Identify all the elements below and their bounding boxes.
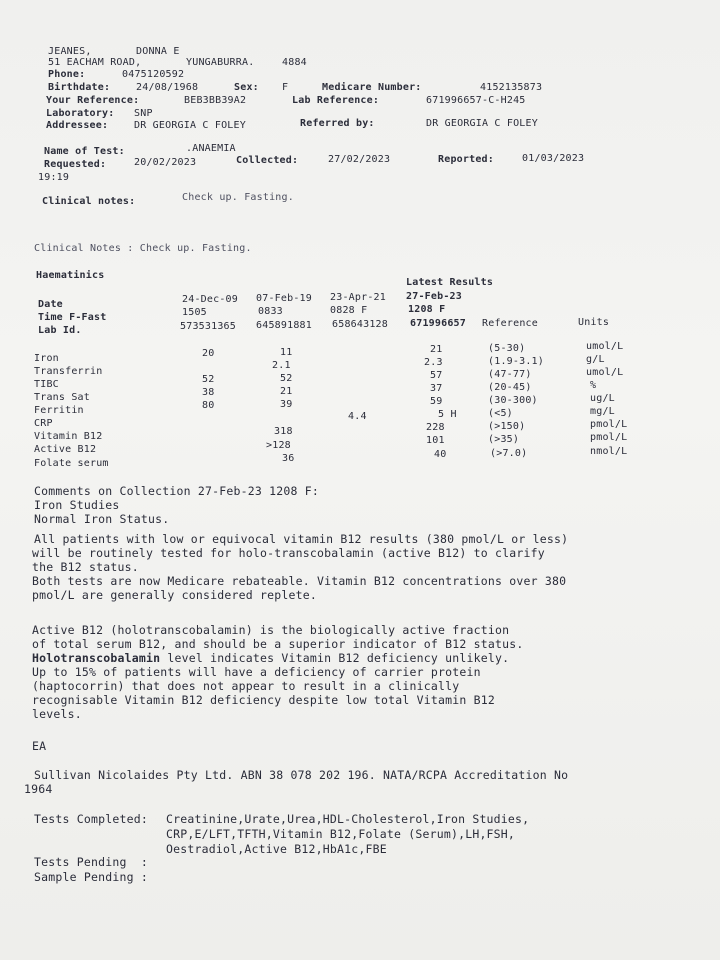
tibc-latest: 57 xyxy=(430,370,443,381)
patient-street: 51 EACHAM ROAD, xyxy=(48,57,142,68)
tibc-2009: 52 xyxy=(202,374,215,385)
your-reference-value: BEB3BB39A2 xyxy=(184,95,247,106)
units-header: Units xyxy=(578,317,610,328)
iron-2009: 20 xyxy=(202,348,215,359)
test-name-active-b12: Active B12 xyxy=(34,444,97,455)
accreditation-number: 1964 xyxy=(24,782,53,796)
phone-value: 0475120592 xyxy=(122,69,185,80)
tibc-reference: (47-77) xyxy=(488,369,532,380)
iron-unit: umol/L xyxy=(586,341,624,352)
iron-latest: 21 xyxy=(430,344,443,355)
sample-pending-label: Sample Pending : xyxy=(34,870,148,884)
iron-2019: 11 xyxy=(280,347,293,358)
ferritin-2019: 39 xyxy=(280,399,293,410)
b12-comment-line: All patients with low or equivocal vitamin B12 results (380 pmol/L or less) xyxy=(34,532,569,546)
iron-status-comment: Normal Iron Status. xyxy=(34,512,170,526)
b12-comment-line: Both tests are now Medicare rebateable. Vitamin B12 concentrations over 380 xyxy=(32,574,567,588)
tests-completed-line: Oestradiol,Active B12,HbA1c,FBE xyxy=(166,842,387,856)
tests-pending-label: Tests Pending : xyxy=(34,855,148,869)
author-initials: EA xyxy=(32,739,47,753)
lab-reference-label: Lab Reference: xyxy=(292,95,380,106)
vitamin-b12-2019: 318 xyxy=(274,426,293,437)
lab-id-row-label: Lab Id. xyxy=(38,325,82,336)
referred-by-value: DR GEORGIA C FOLEY xyxy=(426,118,538,129)
reference-header: Reference xyxy=(482,318,538,329)
col1-time: 1505 xyxy=(182,307,207,318)
iron-reference: (5-30) xyxy=(488,343,526,354)
clinical-notes-line: Clinical Notes : Check up. Fasting. xyxy=(34,243,252,254)
test-name-label: Name of Test: xyxy=(44,146,125,157)
folate-latest: 40 xyxy=(434,449,447,460)
medicare-value: 4152135873 xyxy=(480,82,543,93)
trans-sat-reference: (20-45) xyxy=(488,382,532,393)
col3-time: 0828 F xyxy=(330,305,368,316)
active-b12-comment-line: (haptocorrin) that does not appear to result in a clinically xyxy=(32,679,460,693)
comments-header: Comments on Collection 27-Feb-23 1208 F: xyxy=(34,484,319,498)
your-reference-label: Your Reference: xyxy=(46,95,140,106)
collected-label: Collected: xyxy=(236,155,299,166)
sex-label: Sex: xyxy=(234,82,259,93)
active-b12-latest: 101 xyxy=(426,435,445,446)
col3-lab-id: 658643128 xyxy=(332,319,388,330)
patient-suburb: YUNGABURRA. xyxy=(186,57,255,68)
ferritin-2009: 80 xyxy=(202,400,215,411)
clinical-notes-value: Check up. Fasting. xyxy=(182,192,294,203)
col4-lab-id: 671996657 xyxy=(410,318,466,329)
test-name-crp: CRP xyxy=(34,418,53,429)
test-name-transferrin: Transferrin xyxy=(34,366,103,377)
section-title: Haematinics xyxy=(36,270,105,281)
folate-reference: (>7.0) xyxy=(490,448,528,459)
trans-sat-2009: 38 xyxy=(202,387,215,398)
tests-completed-line: CRP,E/LFT,TFTH,Vitamin B12,Folate (Serum),LH,FSH, xyxy=(166,827,516,841)
col4-time: 1208 F xyxy=(408,304,446,315)
trans-sat-unit: % xyxy=(590,380,597,391)
active-b12-comment-line: Up to 15% of patients will have a deficiency of carrier protein xyxy=(32,665,481,679)
vitamin-b12-unit: pmol/L xyxy=(590,419,628,430)
active-b12-comment-line: levels. xyxy=(32,707,82,721)
referred-by-label: Referred by: xyxy=(300,118,375,129)
vitamin-b12-latest: 228 xyxy=(426,422,445,433)
col3-date: 23-Apr-21 xyxy=(330,292,386,303)
transferrin-2019: 2.1 xyxy=(272,360,291,371)
holotranscobalamin-bold: Holotranscobalamin xyxy=(32,651,161,665)
phone-label: Phone: xyxy=(48,69,86,80)
col1-date: 24-Dec-09 xyxy=(182,294,238,305)
vitamin-b12-reference: (>150) xyxy=(488,421,526,432)
birthdate-value: 24/08/1968 xyxy=(136,82,199,93)
reported-time: 19:19 xyxy=(38,172,70,183)
test-name-iron: Iron xyxy=(34,353,59,364)
ferritin-latest: 59 xyxy=(430,396,443,407)
test-name-trans-sat: Trans Sat xyxy=(34,392,90,403)
active-b12-unit: pmol/L xyxy=(590,432,628,443)
laboratory-value: SNP xyxy=(134,108,153,119)
col2-lab-id: 645891881 xyxy=(256,320,312,331)
sex-value: F xyxy=(282,82,289,93)
tests-completed-label: Tests Completed: xyxy=(34,812,148,826)
latest-results-label: Latest Results xyxy=(406,277,494,288)
medicare-label: Medicare Number: xyxy=(322,82,422,93)
time-row-label: Time F-Fast xyxy=(38,312,107,323)
crp-2021: 4.4 xyxy=(348,411,367,422)
laboratory-label: Laboratory: xyxy=(46,108,115,119)
ferritin-unit: ug/L xyxy=(590,393,615,404)
active-b12-interpretation xyxy=(32,652,509,665)
patient-given-name: DONNA E xyxy=(136,46,180,57)
tibc-2019: 52 xyxy=(280,373,293,384)
transferrin-unit: g/L xyxy=(586,354,605,365)
col2-date: 07-Feb-19 xyxy=(256,293,312,304)
test-name-value: .ANAEMIA xyxy=(186,143,236,154)
transferrin-latest: 2.3 xyxy=(424,357,443,368)
collected-date: 27/02/2023 xyxy=(328,154,391,165)
patient-postcode: 4884 xyxy=(282,57,307,68)
reported-date: 01/03/2023 xyxy=(522,153,585,164)
folate-2019: 36 xyxy=(282,453,295,464)
patient-surname: JEANES, xyxy=(48,46,92,57)
test-name-ferritin: Ferritin xyxy=(34,405,84,416)
trans-sat-2019: 21 xyxy=(280,386,293,397)
lab-reference-value: 671996657-C-H245 xyxy=(426,95,526,106)
b12-comment-line: will be routinely tested for holo-transcobalamin (active B12) to clarify xyxy=(32,546,545,560)
col1-lab-id: 573531365 xyxy=(180,321,236,332)
company-accreditation: Sullivan Nicolaides Pty Ltd. ABN 38 078 202 196. NATA/RCPA Accreditation No xyxy=(34,768,569,782)
reported-label: Reported: xyxy=(438,154,494,165)
col4-date: 27-Feb-23 xyxy=(406,291,462,302)
date-row-label: Date xyxy=(38,299,63,310)
active-b12-comment-line: Active B12 (holotranscobalamin) is the biologically active fraction xyxy=(32,623,510,637)
folate-unit: nmol/L xyxy=(590,446,628,457)
col2-time: 0833 xyxy=(258,306,283,317)
crp-reference: (<5) xyxy=(488,408,513,419)
interpretation-rest: level indicates Vitamin B12 deficiency unlikely. xyxy=(160,651,510,665)
transferrin-reference: (1.9-3.1) xyxy=(488,356,544,367)
crp-unit: mg/L xyxy=(590,406,615,417)
active-b12-comment-line: of total serum B12, and should be a superior indicator of B12 status. xyxy=(32,637,524,651)
active-b12-reference: (>35) xyxy=(488,434,520,445)
crp-latest: 5 H xyxy=(438,409,457,420)
requested-date: 20/02/2023 xyxy=(134,157,197,168)
active-b12-2019: >128 xyxy=(266,440,291,451)
clinical-notes-label: Clinical notes: xyxy=(42,196,136,207)
addressee-label: Addressee: xyxy=(46,120,109,131)
addressee-value: DR GEORGIA C FOLEY xyxy=(134,120,246,131)
test-name-tibc: TIBC xyxy=(34,379,59,390)
trans-sat-latest: 37 xyxy=(430,383,443,394)
b12-comment-line: the B12 status. xyxy=(32,560,139,574)
tests-completed-line: Creatinine,Urate,Urea,HDL-Cholesterol,Iron Studies, xyxy=(166,812,530,826)
active-b12-comment-line: recognisable Vitamin B12 deficiency despite low total Vitamin B12 xyxy=(32,693,496,707)
tibc-unit: umol/L xyxy=(586,367,624,378)
b12-comment-line: pmol/L are generally considered replete. xyxy=(32,588,317,602)
test-name-folate: Folate serum xyxy=(34,458,109,469)
test-name-vitamin-b12: Vitamin B12 xyxy=(34,431,103,442)
iron-studies-heading: Iron Studies xyxy=(34,498,120,512)
birthdate-label: Birthdate: xyxy=(48,82,111,93)
requested-label: Requested: xyxy=(44,159,107,170)
ferritin-reference: (30-300) xyxy=(488,395,538,406)
